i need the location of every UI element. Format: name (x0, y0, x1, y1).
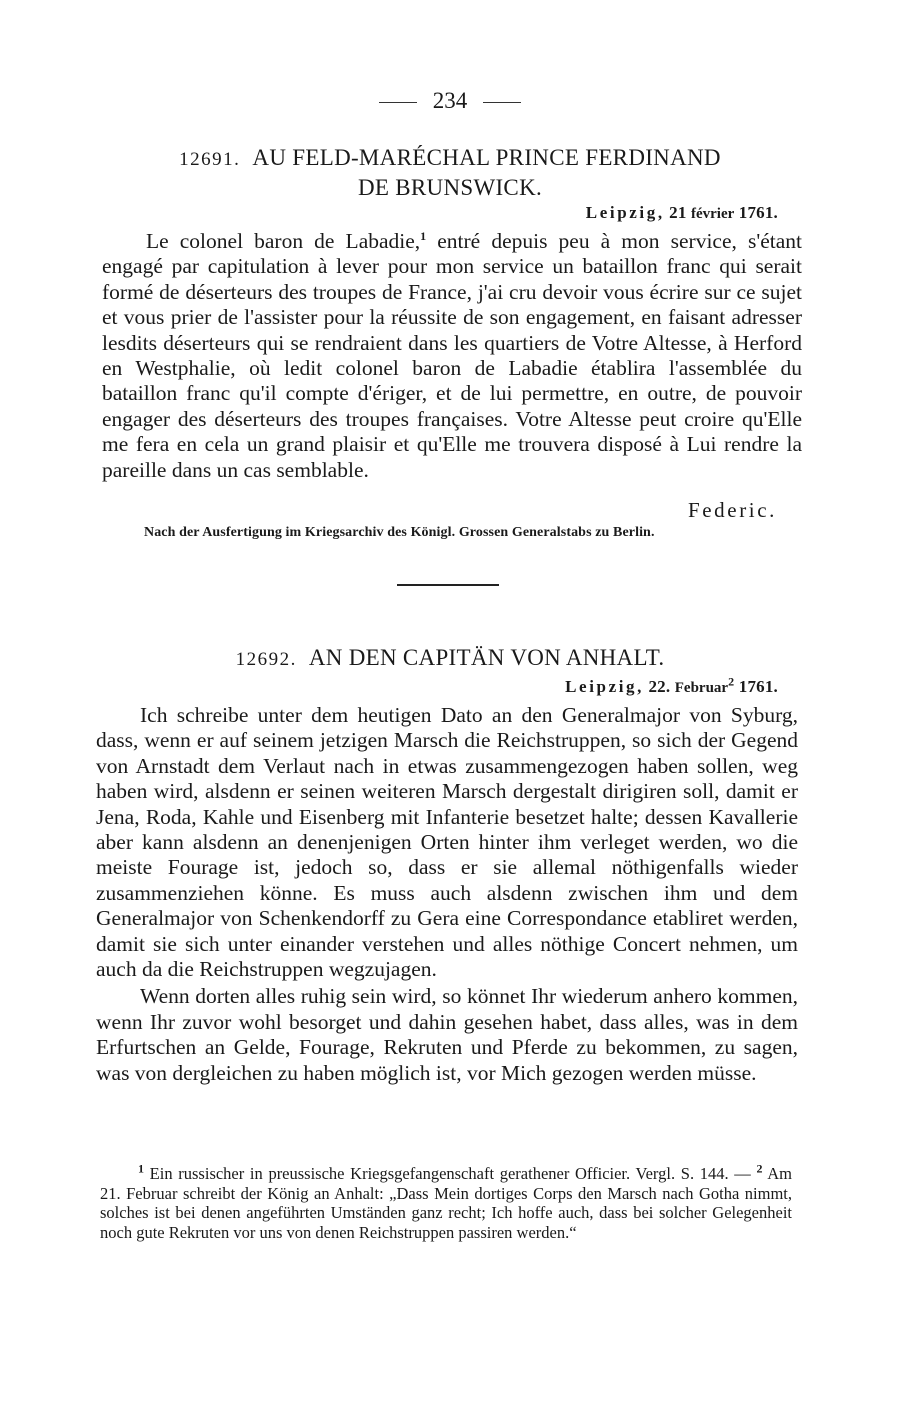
letter-12691-dateline (586, 203, 778, 223)
letter-12692-heading (100, 644, 800, 674)
date-place: Leipzig, (565, 677, 644, 696)
date-month: Februar (674, 680, 729, 696)
page-number-text: 234 (432, 88, 468, 113)
date-year: 1761. (738, 677, 778, 696)
letter-title-line-1: AU FELD-MARÉCHAL PRINCE FERDINAND (252, 145, 721, 170)
letter-12692-dateline (565, 674, 778, 697)
footnote-mark-2: 2 (756, 1161, 763, 1176)
letter-title: AN DEN CAPITÄN VON ANHALT. (308, 645, 665, 670)
footnote-block (100, 1161, 793, 1242)
letter-paragraph-1: Ich schreibe unter dem heutigen Dato an den Generalmajor von Syburg, dass, wenn er auf seinem jetzigen Marsch die Reichstruppen, so sich der Gegend von Arnstadt dem Verlaut nach in etwas zusammengezogen haben sollen, weg haben wird, alsdenn er seinen weiteren Marsch dergestalt dirigiren soll, damit er Jena, Roda, Kahle und Eisenberg mit Infanterie besetzet halte; dessen Kavallerie aber kann alsdenn an denenjenigen Orten hinter ihm verleget werden, wo die meiste Fourage ist, jedoch so, dass er sie allemal nöthigenfalls wieder zusammenziehen könne. Es muss auch alsdenn zwischen ihm und dem Generalmajor von Schenkendorff zu Gera eine Correspondance etabliret werden, damit sie sich unter einander verstehen und alles nöthige Concert nehmen, um auch da die Reichstruppen wegzujagen. (96, 703, 798, 982)
date-day: 22. (648, 677, 671, 696)
footnote-mark-1: 1 (138, 1161, 144, 1176)
letter-paragraph-2: Wenn dorten alles ruhig sein wird, so könnet Ihr wiederum anhero kommen, wenn Ihr zuvor wohl besorget und dahin gesehen habet, dass alles, was in dem Erfurtschen an Gelde, Fourage, Rekruten und Pferde zu bekommen, zu sagen, was von dergleichen zu haben möglich ist, vor Mich gezogen werden müsse. (96, 984, 798, 1085)
letter-paragraph (102, 229, 802, 483)
letter-title-line-2: DE BRUNSWICK. (357, 175, 543, 200)
letter-12692-body (96, 703, 798, 1086)
date-year: 1761. (738, 203, 778, 222)
footnote-text-2: Am 21. Februar schreibt der König an Anhalt: „Dass Mein dortiges Corps den Marsch nach Gotha nimmt, solches ist bei denen angeführten Umständen ganz recht; Ich hoffe auch, dass bei solcher Gelegenheit noch gute Rekruten vor uns von denen Reichstruppen passiren werden.“ (100, 1164, 793, 1242)
signature: Federic. (687, 498, 777, 522)
footnotes (100, 1161, 793, 1242)
footnote-text-1: Ein russischer in preussische Kriegsgefangenschaft gerathener Officier. Vergl. S. 144. — (144, 1164, 757, 1183)
letter-12691-heading (100, 144, 800, 202)
page-number-rule-right (483, 102, 521, 103)
letter-number: 12691. (179, 149, 241, 170)
date-month: février (691, 206, 735, 222)
letter-12691-body (102, 229, 802, 483)
date-place: Leipzig, (585, 203, 665, 222)
body-text-start: Le colonel baron de Labadie, (146, 229, 421, 253)
source-note: Nach der Ausfertigung im Kriegsarchiv des Königl. Grossen Generalstabs zu Berlin. (144, 525, 655, 540)
date-day: 21 (669, 203, 687, 222)
footnote-reference-2: 2 (728, 674, 735, 689)
page-number (0, 88, 900, 114)
section-separator (397, 584, 499, 586)
page-number-rule-left (379, 102, 417, 103)
letter-number: 12692. (235, 649, 297, 670)
body-text-rest: entré depuis peu à mon service, s'étant engagé par capitulation à lever pour mon service un bataillon franc qui serait formé de déserteurs des troupes de France, j'ai cru devoir vous écrire sur ce sujet et vous prier de l'assister pour la réussite de son engagement, en faisant adresser lesdits déserteurs qui se rendraient dans les quartiers de Votre Altesse, à Herford en Westphalie, où ledit colonel baron de Labadie établira l'assemblée du bataillon franc qu'il compte d'ériger, et de lui permettre, en outre, de pouvoir engager des déserteurs des troupes françaises. Votre Altesse peut croire qu'Elle me fera en cela un grand plaisir et qu'Elle me trouvera disposé à Lui rendre la pareille dans un cas semblable. (102, 229, 802, 482)
footnote-reference-1: 1 (420, 228, 427, 243)
